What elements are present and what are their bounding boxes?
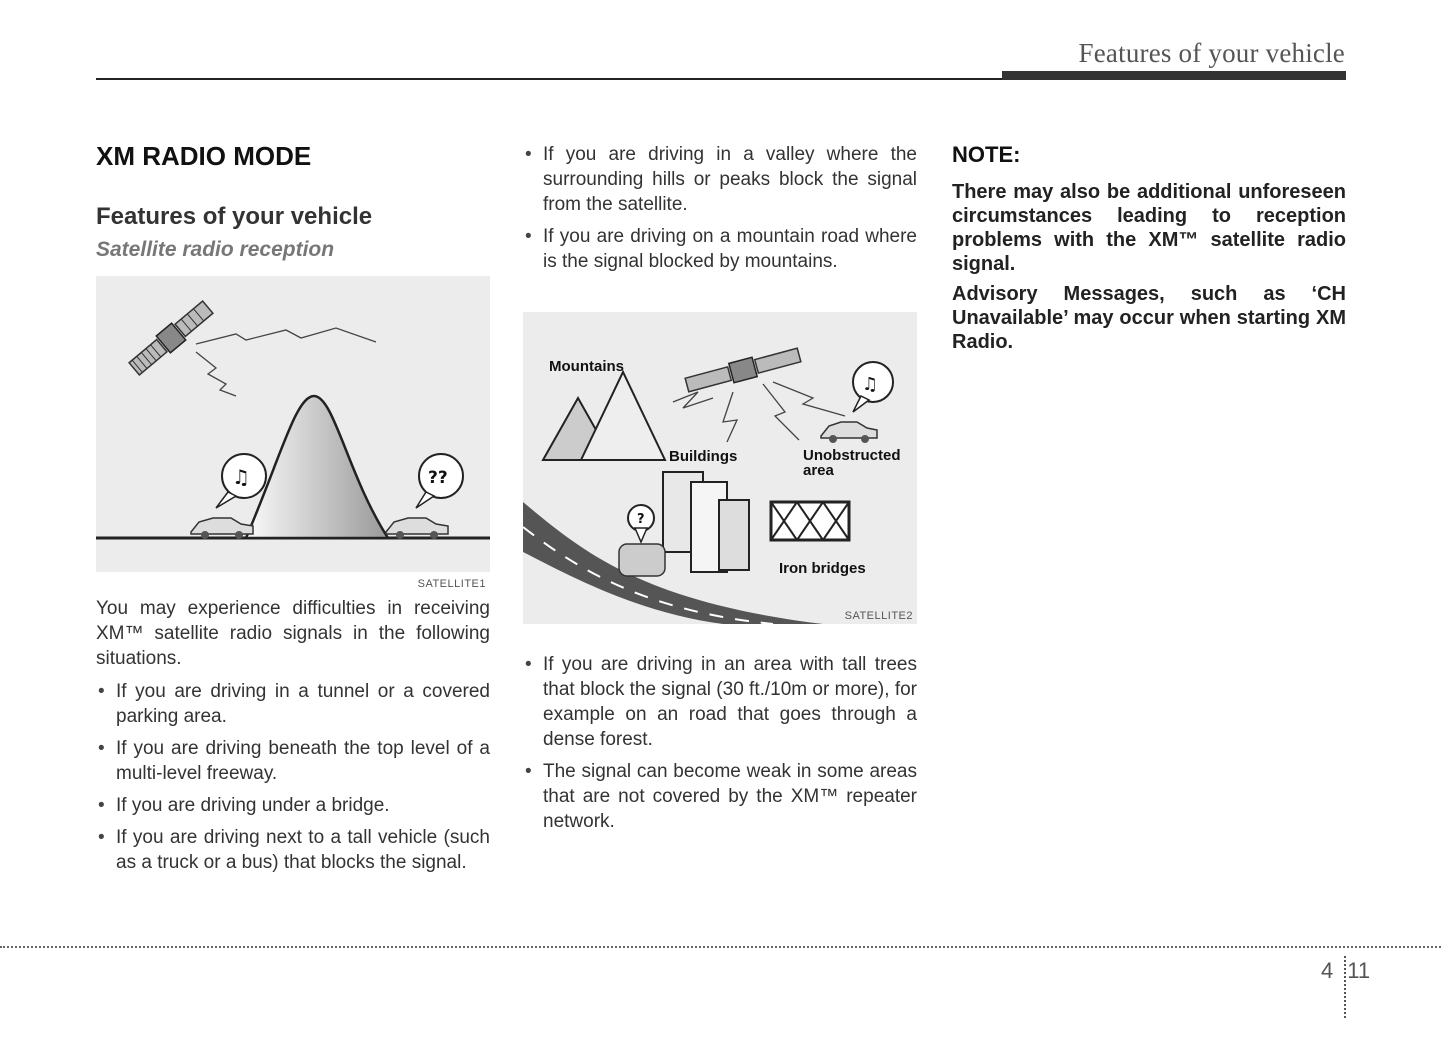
satellite-icon bbox=[684, 345, 801, 394]
label-mountains: Mountains bbox=[549, 358, 624, 375]
list-item: • The signal can become weak in some areas that are not covered by the XM™ repeater network. bbox=[523, 759, 917, 834]
note-paragraph: Advisory Messages, such as ‘CH Unavailable’ may occur when starting XM Radio. bbox=[952, 283, 1346, 353]
satellite-reception-illustration bbox=[96, 276, 490, 590]
music-note-bubble-icon bbox=[216, 454, 266, 508]
header-bar bbox=[1002, 71, 1346, 80]
page-number-value: 11 bbox=[1347, 958, 1371, 983]
list-item: • If you are driving in an area with tall trees that block the signal (30 ft./10m or more), for example on an road that goes through a dense forest. bbox=[523, 652, 917, 752]
label-unobstructed-area: Unobstructed area bbox=[803, 447, 901, 479]
car-icon-left bbox=[191, 518, 253, 539]
list-item: • If you are driving under a bridge. bbox=[96, 793, 490, 818]
column-right bbox=[952, 140, 1346, 360]
header-rule bbox=[96, 78, 1004, 80]
subsection-title: Satellite radio reception bbox=[96, 238, 335, 261]
iron-bridge-icon bbox=[771, 502, 849, 540]
svg-text:??: ?? bbox=[428, 468, 448, 488]
list-item: • If you are driving beneath the top level of a multi-level freeway. bbox=[96, 736, 490, 786]
location-pin-icon bbox=[628, 505, 654, 542]
section-title: Features of your vehicle bbox=[96, 203, 373, 230]
page-number bbox=[1321, 958, 1370, 984]
footer-divider bbox=[0, 946, 1441, 948]
signal-obstruction-illustration bbox=[523, 312, 917, 624]
running-header: Features of your vehicle bbox=[1078, 38, 1345, 68]
svg-text:♫: ♫ bbox=[232, 465, 250, 489]
satellite-icon bbox=[127, 299, 215, 378]
label-buildings: Buildings bbox=[669, 448, 738, 465]
list-item: • If you are driving next to a tall vehicle (such as a truck or a bus) that blocks the signal. bbox=[96, 825, 490, 875]
list-item: • If you are driving in a valley where the surrounding hills or peaks block the signal from the satellite. bbox=[523, 142, 917, 217]
car-icon-unobstructed bbox=[821, 422, 877, 443]
svg-text:♫: ♫ bbox=[862, 374, 879, 395]
figure-code: SATELLITE2 bbox=[844, 610, 913, 622]
note-paragraph: There may also be additional unforeseen circumstances leading to reception problems with the XM™ satellite radio signal. bbox=[952, 181, 1346, 275]
situations-list bbox=[96, 679, 490, 875]
column-middle bbox=[523, 140, 917, 841]
note-title: NOTE: bbox=[952, 142, 1021, 167]
question-bubble-icon bbox=[416, 454, 463, 508]
satellite-mountain-diagram bbox=[96, 276, 490, 572]
label-iron-bridges: Iron bridges bbox=[779, 560, 866, 577]
situations-list-bottom bbox=[523, 652, 917, 834]
column-left bbox=[96, 140, 490, 882]
svg-text:?: ? bbox=[637, 512, 645, 527]
main-title: XM RADIO MODE bbox=[96, 141, 312, 171]
car-icon-right bbox=[386, 518, 448, 539]
car-icon-road bbox=[619, 544, 665, 576]
music-note-bubble-icon bbox=[853, 362, 893, 412]
list-item: • If you are driving on a mountain road where is the signal blocked by mountains. bbox=[523, 224, 917, 274]
figure-code: SATELLITE1 bbox=[417, 578, 486, 590]
intro-paragraph: You may experience difficulties in receiving XM™ satellite radio signals in the following situations. bbox=[96, 598, 490, 669]
chapter-number: 4 bbox=[1321, 958, 1334, 983]
list-item: • If you are driving in a tunnel or a covered parking area. bbox=[96, 679, 490, 729]
situations-list-continued bbox=[523, 142, 917, 274]
